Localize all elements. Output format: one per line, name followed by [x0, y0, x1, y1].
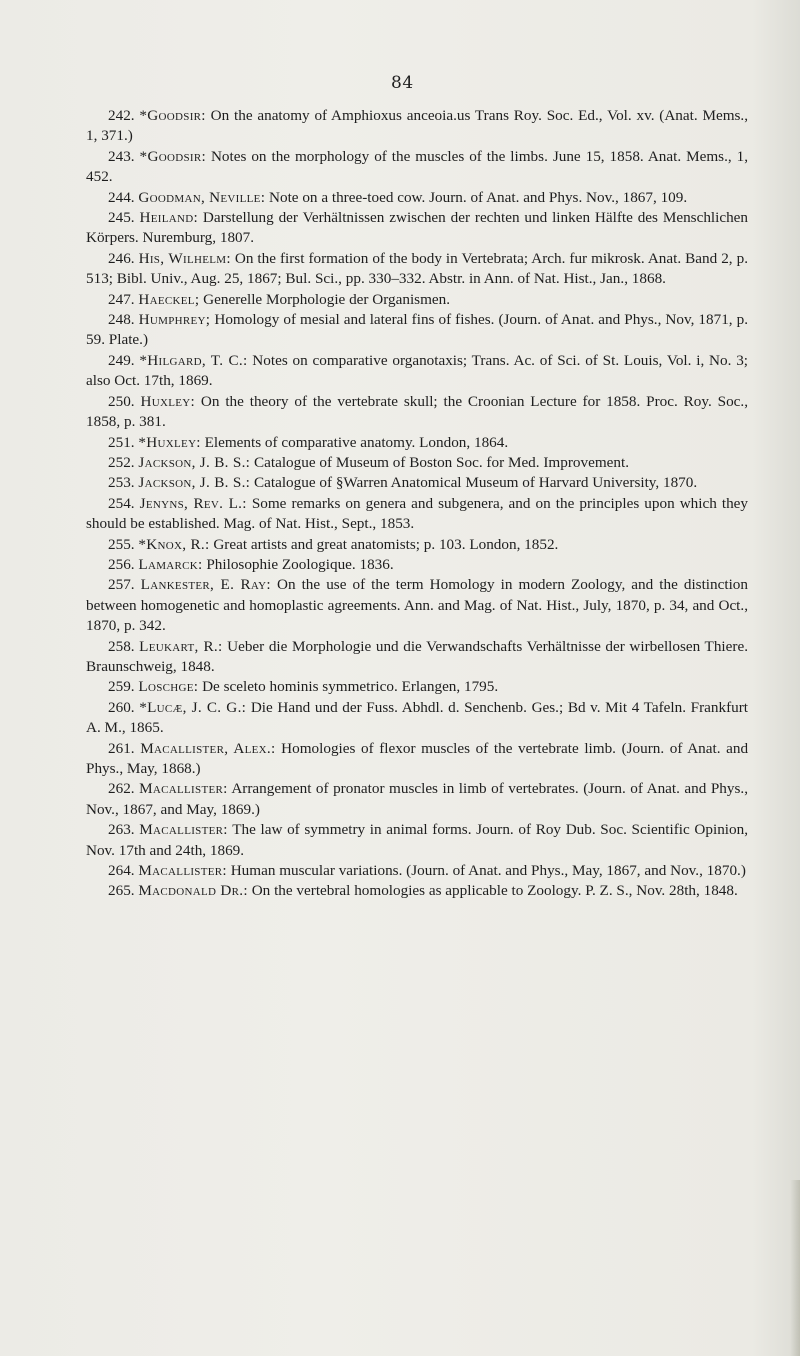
- entry-text: De sceleto hominis symmetrico. Erlangen, 1795.: [202, 678, 499, 696]
- entry-number: 252.: [108, 453, 135, 471]
- bibliography-entry: [86, 637, 748, 678]
- entry-number: 247.: [108, 290, 135, 308]
- entry-author: Macallister:: [139, 780, 228, 798]
- entry-author: Huxley:: [140, 392, 196, 410]
- entry-text: On the use of the term Homology in modern Zoology, and the distinction between homogenetic and homoplastic agreements. Ann. and Mag. of Nat. Hist., July, 1870, p. 34, and Oct., 1870, p. 342.: [86, 576, 748, 635]
- entry-number: 248.: [108, 311, 135, 329]
- page-edge-shadow: [790, 1180, 800, 1356]
- entry-number: 249.: [108, 351, 135, 369]
- entry-number: 257.: [108, 576, 135, 594]
- entry-text: Some remarks on genera and subgenera, and on the principles upon which they should be established. Mag. of Nat. Hist., Sept., 1853.: [86, 494, 749, 533]
- entry-text: Ueber die Morphologie und die Verwandschafts Verhältnisse der wirbellosen Thiere. Braunschweig, 1848.: [86, 637, 748, 675]
- entry-author: Haeckel;: [138, 290, 200, 308]
- entry-number: 259.: [108, 678, 135, 696]
- bibliography-entry: [86, 208, 748, 249]
- entry-author: His, Wilhelm:: [138, 249, 231, 267]
- entry-number: 262.: [108, 780, 135, 798]
- entry-author: Macallister, Alex.:: [140, 739, 276, 757]
- entry-number: 250.: [108, 392, 135, 410]
- entry-number: 261.: [108, 739, 135, 757]
- bibliography-entry: [86, 861, 748, 881]
- entry-text: Generelle Morphologie der Organismen.: [203, 290, 451, 308]
- entry-author: Jackson, J. B. S.:: [138, 474, 251, 492]
- entry-text: Elements of comparative anatomy. London, 1864.: [204, 433, 509, 451]
- entry-number: 243.: [108, 147, 135, 165]
- bibliography-list: [86, 106, 748, 902]
- entry-number: 258.: [108, 637, 135, 655]
- entry-author: *Knox, R.:: [138, 535, 210, 553]
- entry-author: Macdonald Dr.:: [138, 882, 248, 900]
- bibliography-entry: [86, 310, 748, 351]
- entry-text: On the vertebral homologies as applicable to Zoology. P. Z. S., Nov. 28th, 1848.: [251, 882, 738, 900]
- entry-text: Catalogue of §Warren Anatomical Museum of Harvard University, 1870.: [254, 474, 698, 492]
- entry-number: 256.: [108, 555, 135, 573]
- bibliography-entry: [86, 820, 748, 861]
- entry-author: Humphrey;: [138, 311, 211, 329]
- entry-author: Lamarck:: [138, 555, 203, 573]
- entry-text: On the anatomy of Amphioxus anceoia.us Trans Roy. Soc. Ed., Vol. xv. (Anat. Mems., 1, 371.): [86, 107, 749, 145]
- entry-number: 242.: [108, 107, 135, 124]
- entry-number: 245.: [108, 209, 135, 227]
- bibliography-entry: [86, 188, 748, 208]
- entry-number: 260.: [108, 698, 135, 716]
- entry-number: 255.: [108, 535, 135, 553]
- entry-text: Note on a three-toed cow. Journ. of Anat. and Phys. Nov., 1867, 109.: [269, 188, 688, 206]
- entry-text: Catalogue of Museum of Boston Soc. for Med. Improvement.: [254, 453, 629, 471]
- bibliography-entry: [86, 453, 748, 473]
- bibliography-entry: [86, 249, 748, 290]
- entry-text: Darstellung der Verhältnissen zwischen der rechten und linken Hälfte des Menschlichen Körpers. Nuremburg, 1807.: [86, 209, 749, 247]
- entry-text: Human muscular variations. (Journ. of Anat. and Phys., May, 1867, and Nov., 1870.): [230, 862, 746, 880]
- entry-number: 253.: [108, 474, 135, 492]
- bibliography-entry: [86, 739, 748, 780]
- entry-text: Philosophie Zoologique. 1836.: [206, 555, 394, 573]
- bibliography-entry: [86, 351, 748, 392]
- entry-author: Lankester, E. Ray:: [140, 576, 271, 594]
- entry-number: 246.: [108, 249, 135, 267]
- bibliography-entry: [86, 779, 748, 820]
- entry-text: Great artists and great anatomists; p. 103. London, 1852.: [213, 535, 559, 553]
- entry-author: Loschge:: [138, 678, 199, 696]
- bibliography-entry: [86, 881, 748, 901]
- entry-text: The law of symmetry in animal forms. Journ. of Roy Dub. Soc. Scientific Opinion, Nov. 17th and 24th, 1869.: [86, 821, 748, 859]
- entry-text: On the first formation of the body in Vertebrata; Arch. fur mikrosk. Anat. Band 2, p. 513; Bibl. Univ., Aug. 25, 1867; Bul. Sci., pp. 330–332. Abstr. in Ann. of Nat. Hist., Jan., 1868.: [86, 249, 748, 288]
- entry-author: *Lucæ, J. C. G.:: [139, 698, 247, 716]
- bibliography-entry: [86, 147, 748, 188]
- entry-text: Die Hand und der Fuss. Abhdl. d. Senchenb. Ges.; Bd v. Mit 4 Tafeln. Frankfurt A. M., 1865.: [86, 698, 749, 737]
- entry-number: 244.: [108, 188, 135, 206]
- entry-author: Jackson, J. B. S.:: [138, 453, 251, 471]
- bibliography-entry: [86, 433, 748, 453]
- bibliography-entry: [86, 106, 748, 147]
- entry-author: Leukart, R.:: [139, 637, 223, 655]
- entry-author: Jenyns, Rev. L.:: [139, 494, 247, 512]
- bibliography-entry: [86, 535, 748, 555]
- entry-number: 254.: [108, 494, 135, 512]
- entry-number: 264.: [108, 862, 135, 880]
- entry-author: Goodman, Neville:: [138, 188, 266, 206]
- entry-text: Homology of mesial and lateral fins of fishes. (Journ. of Anat. and Phys., Nov, 1871, p. 59. Plate.): [86, 311, 749, 349]
- page-number: 84: [391, 73, 414, 93]
- entry-text: Notes on the morphology of the muscles of the limbs. June 15, 1858. Anat. Mems., 1, 452.: [86, 147, 749, 186]
- entry-number: 265.: [108, 882, 135, 900]
- entry-text: Homologies of flexor muscles of the vertebrate limb. (Journ. of Anat. and Phys., May, 1868.): [86, 739, 749, 777]
- bibliography-entry: [86, 494, 748, 535]
- bibliography-entry: [86, 392, 748, 433]
- bibliography-entry: [86, 575, 748, 636]
- bibliography-entry: [86, 698, 748, 739]
- entry-author: Macallister:: [138, 862, 227, 880]
- entry-author: Heiland:: [139, 209, 198, 227]
- entry-number: 251.: [108, 433, 135, 451]
- entry-author: *Goodsir:: [139, 107, 206, 124]
- entry-author: *Goodsir:: [139, 147, 206, 165]
- bibliography-entry: [86, 473, 748, 493]
- entry-text: On the theory of the vertebrate skull; the Croonian Lecture for 1858. Proc. Roy. Soc., 1858, p. 381.: [86, 392, 749, 431]
- entry-author: Macallister:: [139, 821, 228, 839]
- entry-author: *Huxley:: [138, 433, 201, 451]
- entry-text: Arrangement of pronator muscles in limb of vertebrates. (Journ. of Anat. and Phys., Nov., 1867, and May, 1869.): [86, 780, 749, 818]
- bibliography-entry: [86, 677, 748, 697]
- entry-number: 263.: [108, 821, 135, 839]
- entry-text: Notes on comparative organotaxis; Trans. Ac. of Sci. of St. Louis, Vol. i, No. 3; also Oct. 17th, 1869.: [86, 351, 749, 390]
- entry-author: *Hilgard, T. C.:: [139, 351, 248, 369]
- bibliography-entry: [86, 555, 748, 575]
- bibliography-entry: [86, 290, 748, 310]
